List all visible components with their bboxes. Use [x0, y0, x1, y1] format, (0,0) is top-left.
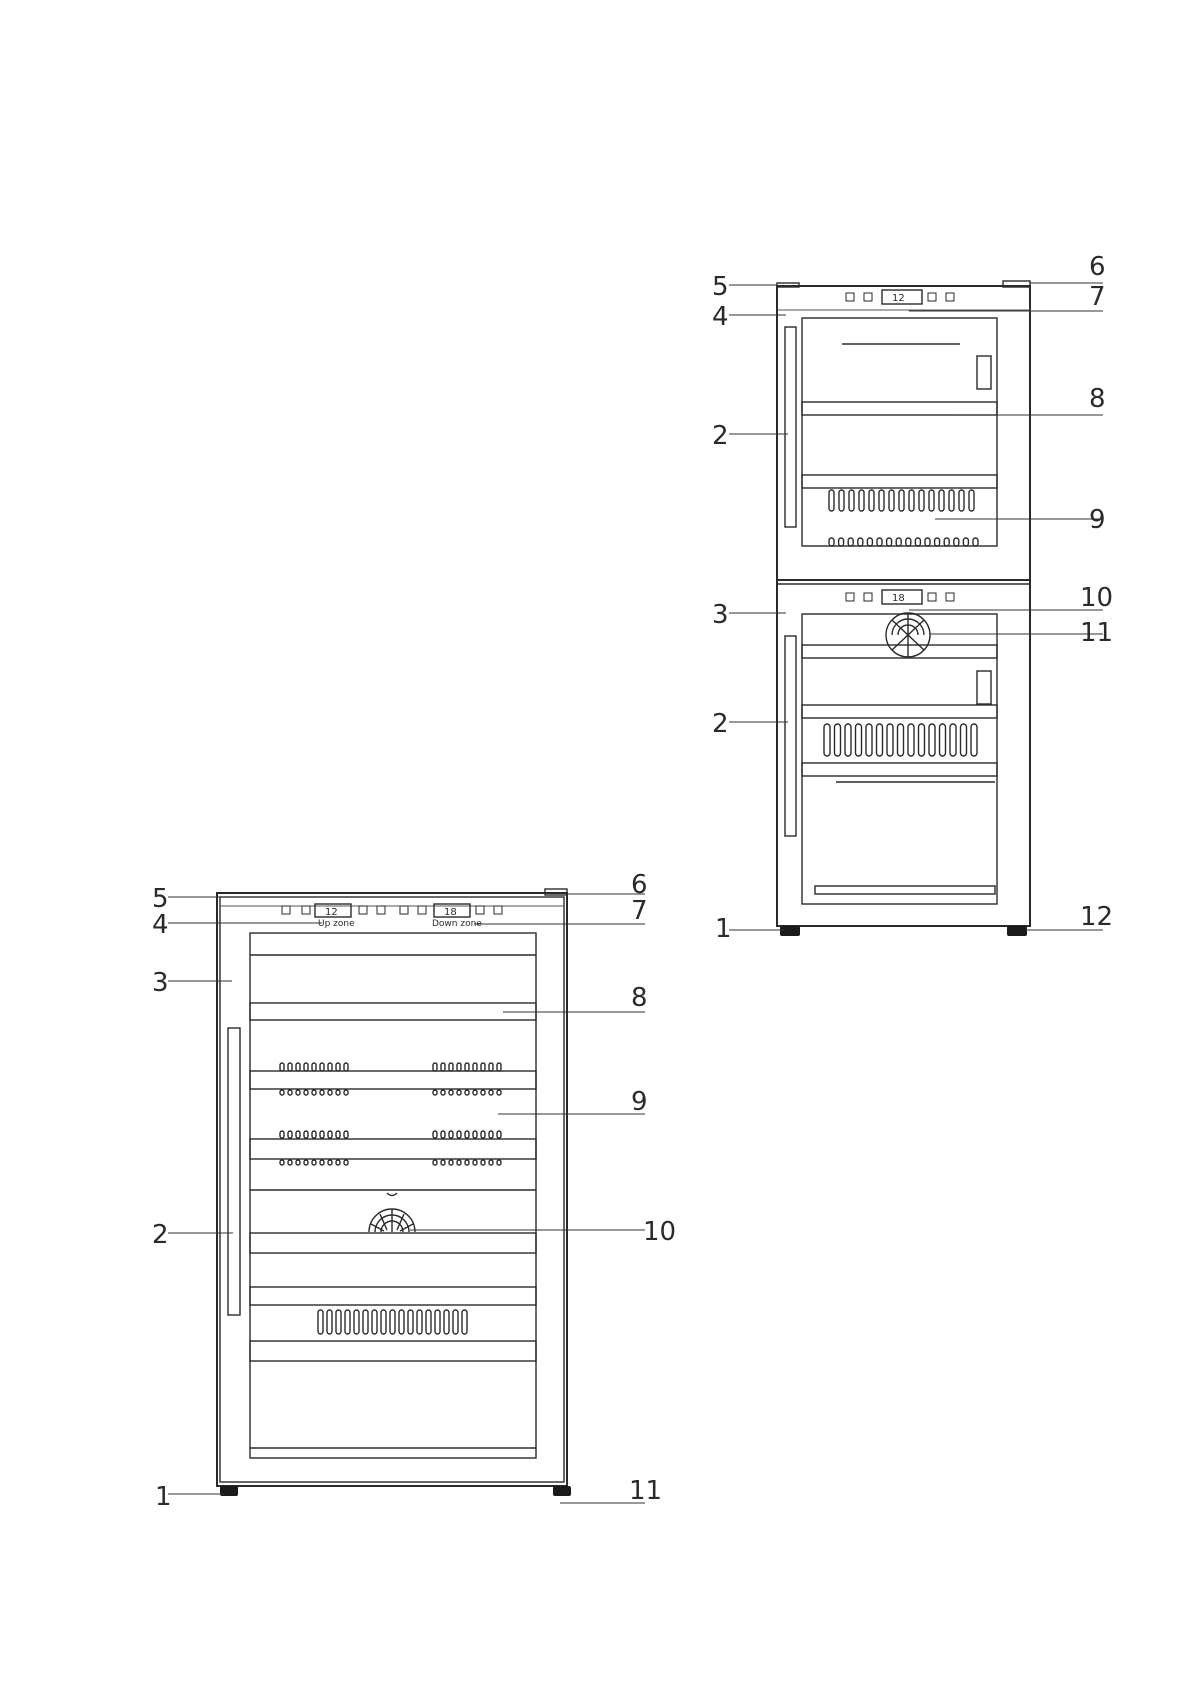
bottle-neck-mark — [449, 1131, 453, 1138]
down-arrow-icon-2 — [418, 906, 426, 914]
bottle-neck-mark — [344, 1131, 348, 1138]
right-callout-8: 8 — [1089, 384, 1106, 414]
bottle-neck-mark — [497, 1063, 501, 1071]
bottle-base-mark — [481, 1090, 485, 1095]
bottle-neck-mark — [489, 1131, 493, 1138]
bottle-neck-mark — [312, 1063, 316, 1071]
bottle-base-mark — [877, 538, 882, 546]
bottle-body-mark — [829, 490, 834, 511]
zone-down-label: Down zone — [432, 919, 482, 929]
bottle-base-mark — [497, 1090, 501, 1095]
right-upper-glass — [802, 318, 997, 546]
bottle-base-mark — [433, 1160, 437, 1165]
bottle-neck-mark — [328, 1131, 332, 1138]
bottle-body-mark — [835, 724, 841, 756]
bottle-neck-mark — [344, 1063, 348, 1071]
bottle-neck-mark — [296, 1063, 300, 1071]
bottle-body-mark — [435, 1310, 440, 1334]
bottle-body-mark — [824, 724, 830, 756]
bottle-base-mark — [304, 1090, 308, 1095]
bottle-body-mark — [318, 1310, 323, 1334]
bottle-body-mark — [940, 724, 946, 756]
right-foot-right — [1007, 926, 1027, 936]
bottle-neck-mark — [433, 1131, 437, 1138]
bottle-neck-mark — [320, 1131, 324, 1138]
top-power-icon — [946, 293, 954, 301]
up-arrow-icon-2 — [400, 906, 408, 914]
bottle-base-mark — [344, 1090, 348, 1095]
bottle-body-mark — [363, 1310, 368, 1334]
bottle-body-mark — [919, 490, 924, 511]
bottle-body-mark — [839, 490, 844, 511]
right-callout-2b: 2 — [712, 709, 729, 739]
bottle-base-mark — [954, 538, 959, 546]
bottle-body-mark — [877, 724, 883, 756]
bottle-body-mark — [345, 1310, 350, 1334]
left-callout-4: 4 — [152, 910, 169, 940]
bottle-base-mark — [848, 538, 853, 546]
bottle-body-mark — [869, 490, 874, 511]
right-callout-10: 10 — [1080, 583, 1114, 613]
bottle-base-mark — [915, 538, 920, 546]
bottle-base-mark — [925, 538, 930, 546]
bottle-neck-mark — [433, 1063, 437, 1071]
bottle-base-mark — [867, 538, 872, 546]
bottle-base-mark — [320, 1090, 324, 1095]
right-callout-6: 6 — [1089, 252, 1106, 282]
bottle-body-mark — [866, 724, 872, 756]
bottle-body-mark — [381, 1310, 386, 1334]
bottle-base-mark — [449, 1090, 453, 1095]
bottle-body-mark — [859, 490, 864, 511]
left-bottle-rows — [280, 1063, 501, 1334]
light-icon-2 — [476, 906, 484, 914]
bottle-base-mark — [336, 1160, 340, 1165]
bottle-body-mark — [856, 724, 862, 756]
bottle-base-mark — [312, 1090, 316, 1095]
bottle-base-mark — [312, 1160, 316, 1165]
top-light-icon — [928, 293, 936, 301]
zone-up-label: Up zone — [318, 919, 355, 929]
right-cabinet-body — [777, 286, 1030, 926]
bottle-base-mark — [896, 538, 901, 546]
bottle-body-mark — [417, 1310, 422, 1334]
bottle-neck-mark — [288, 1131, 292, 1138]
bottle-base-mark — [465, 1160, 469, 1165]
bottle-body-mark — [849, 490, 854, 511]
bottom-light-icon — [928, 593, 936, 601]
bottle-body-mark — [950, 724, 956, 756]
right-callout-3: 3 — [712, 600, 729, 630]
left-foot-right — [553, 1486, 571, 1496]
left-callout-10: 10 — [643, 1217, 677, 1247]
bottle-neck-mark — [336, 1131, 340, 1138]
bottle-base-mark — [935, 538, 940, 546]
bottle-base-mark — [473, 1090, 477, 1095]
right-lower-handle — [785, 636, 796, 836]
bottle-base-mark — [288, 1160, 292, 1165]
bottom-power-icon — [946, 593, 954, 601]
right-callout-12: 12 — [1080, 902, 1114, 932]
left-callout-8: 8 — [631, 983, 648, 1013]
left-callout-1: 1 — [155, 1482, 172, 1512]
right-bottle-rows — [824, 490, 978, 756]
bottle-body-mark — [336, 1310, 341, 1334]
bottle-base-mark — [858, 538, 863, 546]
bottle-neck-mark — [481, 1063, 485, 1071]
bottle-body-mark — [327, 1310, 332, 1334]
bottle-neck-mark — [304, 1131, 308, 1138]
bottle-body-mark — [462, 1310, 467, 1334]
bottle-body-mark — [845, 724, 851, 756]
bottle-body-mark — [929, 490, 934, 511]
bottle-neck-mark — [441, 1131, 445, 1138]
power-icon — [377, 906, 385, 914]
right-callout-4: 4 — [712, 302, 729, 332]
right-callout-5: 5 — [712, 272, 729, 302]
bottle-neck-mark — [296, 1131, 300, 1138]
right-callouts — [712, 252, 1113, 944]
bottle-base-mark — [906, 538, 911, 546]
display-bottom-value: 18 — [892, 593, 905, 604]
top-down-arrow-icon — [864, 293, 872, 301]
bottle-neck-mark — [336, 1063, 340, 1071]
right-callout-11: 11 — [1080, 618, 1114, 648]
left-callout-5: 5 — [152, 884, 169, 914]
bottle-body-mark — [949, 490, 954, 511]
right-lower-thermometer — [977, 671, 991, 704]
left-callout-6: 6 — [631, 870, 648, 900]
bottle-neck-mark — [441, 1063, 445, 1071]
right-callout-2a: 2 — [712, 421, 729, 451]
bottle-neck-mark — [280, 1063, 284, 1071]
left-door-handle — [228, 1028, 240, 1315]
bottom-up-arrow-icon — [846, 593, 854, 601]
bottle-body-mark — [908, 724, 914, 756]
right-foot-left — [780, 926, 800, 936]
bottle-base-mark — [441, 1090, 445, 1095]
bottle-neck-mark — [473, 1063, 477, 1071]
bottle-neck-mark — [280, 1131, 284, 1138]
bottle-body-mark — [959, 490, 964, 511]
bottle-neck-mark — [288, 1063, 292, 1071]
bottle-base-mark — [304, 1160, 308, 1165]
bottle-base-mark — [288, 1090, 292, 1095]
bottle-neck-mark — [457, 1063, 461, 1071]
bottle-body-mark — [889, 490, 894, 511]
down-arrow-icon — [302, 906, 310, 914]
bottle-base-mark — [829, 538, 834, 546]
bottle-body-mark — [426, 1310, 431, 1334]
bottle-base-mark — [497, 1160, 501, 1165]
bottle-base-mark — [433, 1090, 437, 1095]
left-callout-9: 9 — [631, 1087, 648, 1117]
bottle-base-mark — [457, 1090, 461, 1095]
up-arrow-icon — [282, 906, 290, 914]
bottle-body-mark — [919, 724, 925, 756]
left-callout-2: 2 — [152, 1220, 169, 1250]
bottle-body-mark — [354, 1310, 359, 1334]
bottle-body-mark — [399, 1310, 404, 1334]
bottle-base-mark — [465, 1090, 469, 1095]
right-fan-icon — [886, 613, 930, 657]
bottle-base-mark — [336, 1090, 340, 1095]
bottle-neck-mark — [489, 1063, 493, 1071]
left-fan-icon — [369, 1193, 415, 1232]
bottle-neck-mark — [449, 1063, 453, 1071]
bottle-neck-mark — [465, 1063, 469, 1071]
right-callout-9: 9 — [1089, 505, 1106, 535]
bottle-base-mark — [887, 538, 892, 546]
bottle-base-mark — [280, 1090, 284, 1095]
bottle-body-mark — [453, 1310, 458, 1334]
bottle-base-mark — [839, 538, 844, 546]
bottle-base-mark — [449, 1160, 453, 1165]
bottle-body-mark — [909, 490, 914, 511]
display-down-value: 18 — [444, 907, 457, 918]
bottle-neck-mark — [328, 1063, 332, 1071]
right-callout-7: 7 — [1089, 282, 1106, 312]
bottle-base-mark — [457, 1160, 461, 1165]
bottle-base-mark — [280, 1160, 284, 1165]
bottle-base-mark — [489, 1160, 493, 1165]
power-icon-2 — [494, 906, 502, 914]
display-top-value: 12 — [892, 293, 905, 304]
bottle-neck-mark — [457, 1131, 461, 1138]
bottle-neck-mark — [465, 1131, 469, 1138]
left-shelves — [250, 955, 536, 1448]
bottle-body-mark — [879, 490, 884, 511]
right-upper-thermometer — [977, 356, 991, 389]
bottle-body-mark — [408, 1310, 413, 1334]
light-icon — [359, 906, 367, 914]
bottle-body-mark — [887, 724, 893, 756]
left-callout-3: 3 — [152, 968, 169, 998]
bottle-neck-mark — [481, 1131, 485, 1138]
bottle-neck-mark — [312, 1131, 316, 1138]
bottle-base-mark — [320, 1160, 324, 1165]
left-cooler — [152, 870, 676, 1512]
bottle-body-mark — [939, 490, 944, 511]
bottle-base-mark — [328, 1090, 332, 1095]
bottle-neck-mark — [304, 1063, 308, 1071]
display-up-value: 12 — [325, 907, 338, 918]
bottle-base-mark — [296, 1090, 300, 1095]
bottle-neck-mark — [473, 1131, 477, 1138]
bottle-base-mark — [328, 1160, 332, 1165]
left-control-panel — [282, 904, 502, 929]
bottle-body-mark — [929, 724, 935, 756]
bottle-body-mark — [971, 724, 977, 756]
top-up-arrow-icon — [846, 293, 854, 301]
bottle-base-mark — [481, 1160, 485, 1165]
right-cooler — [712, 252, 1113, 944]
bottle-body-mark — [899, 490, 904, 511]
bottle-base-mark — [489, 1090, 493, 1095]
bottle-body-mark — [898, 724, 904, 756]
left-callout-7: 7 — [631, 896, 648, 926]
bottle-base-mark — [473, 1160, 477, 1165]
bottle-base-mark — [963, 538, 968, 546]
bottle-body-mark — [444, 1310, 449, 1334]
bottom-down-arrow-icon — [864, 593, 872, 601]
bottle-body-mark — [390, 1310, 395, 1334]
left-callouts — [152, 870, 676, 1512]
bottle-neck-mark — [320, 1063, 324, 1071]
bottle-base-mark — [441, 1160, 445, 1165]
bottle-body-mark — [372, 1310, 377, 1334]
bottle-base-mark — [944, 538, 949, 546]
right-upper-handle — [785, 327, 796, 527]
right-callout-1: 1 — [715, 914, 732, 944]
bottle-base-mark — [973, 538, 978, 546]
left-callout-11: 11 — [629, 1476, 663, 1506]
bottle-body-mark — [961, 724, 967, 756]
bottle-body-mark — [969, 490, 974, 511]
bottle-neck-mark — [497, 1131, 501, 1138]
bottle-base-mark — [296, 1160, 300, 1165]
bottle-base-mark — [344, 1160, 348, 1165]
